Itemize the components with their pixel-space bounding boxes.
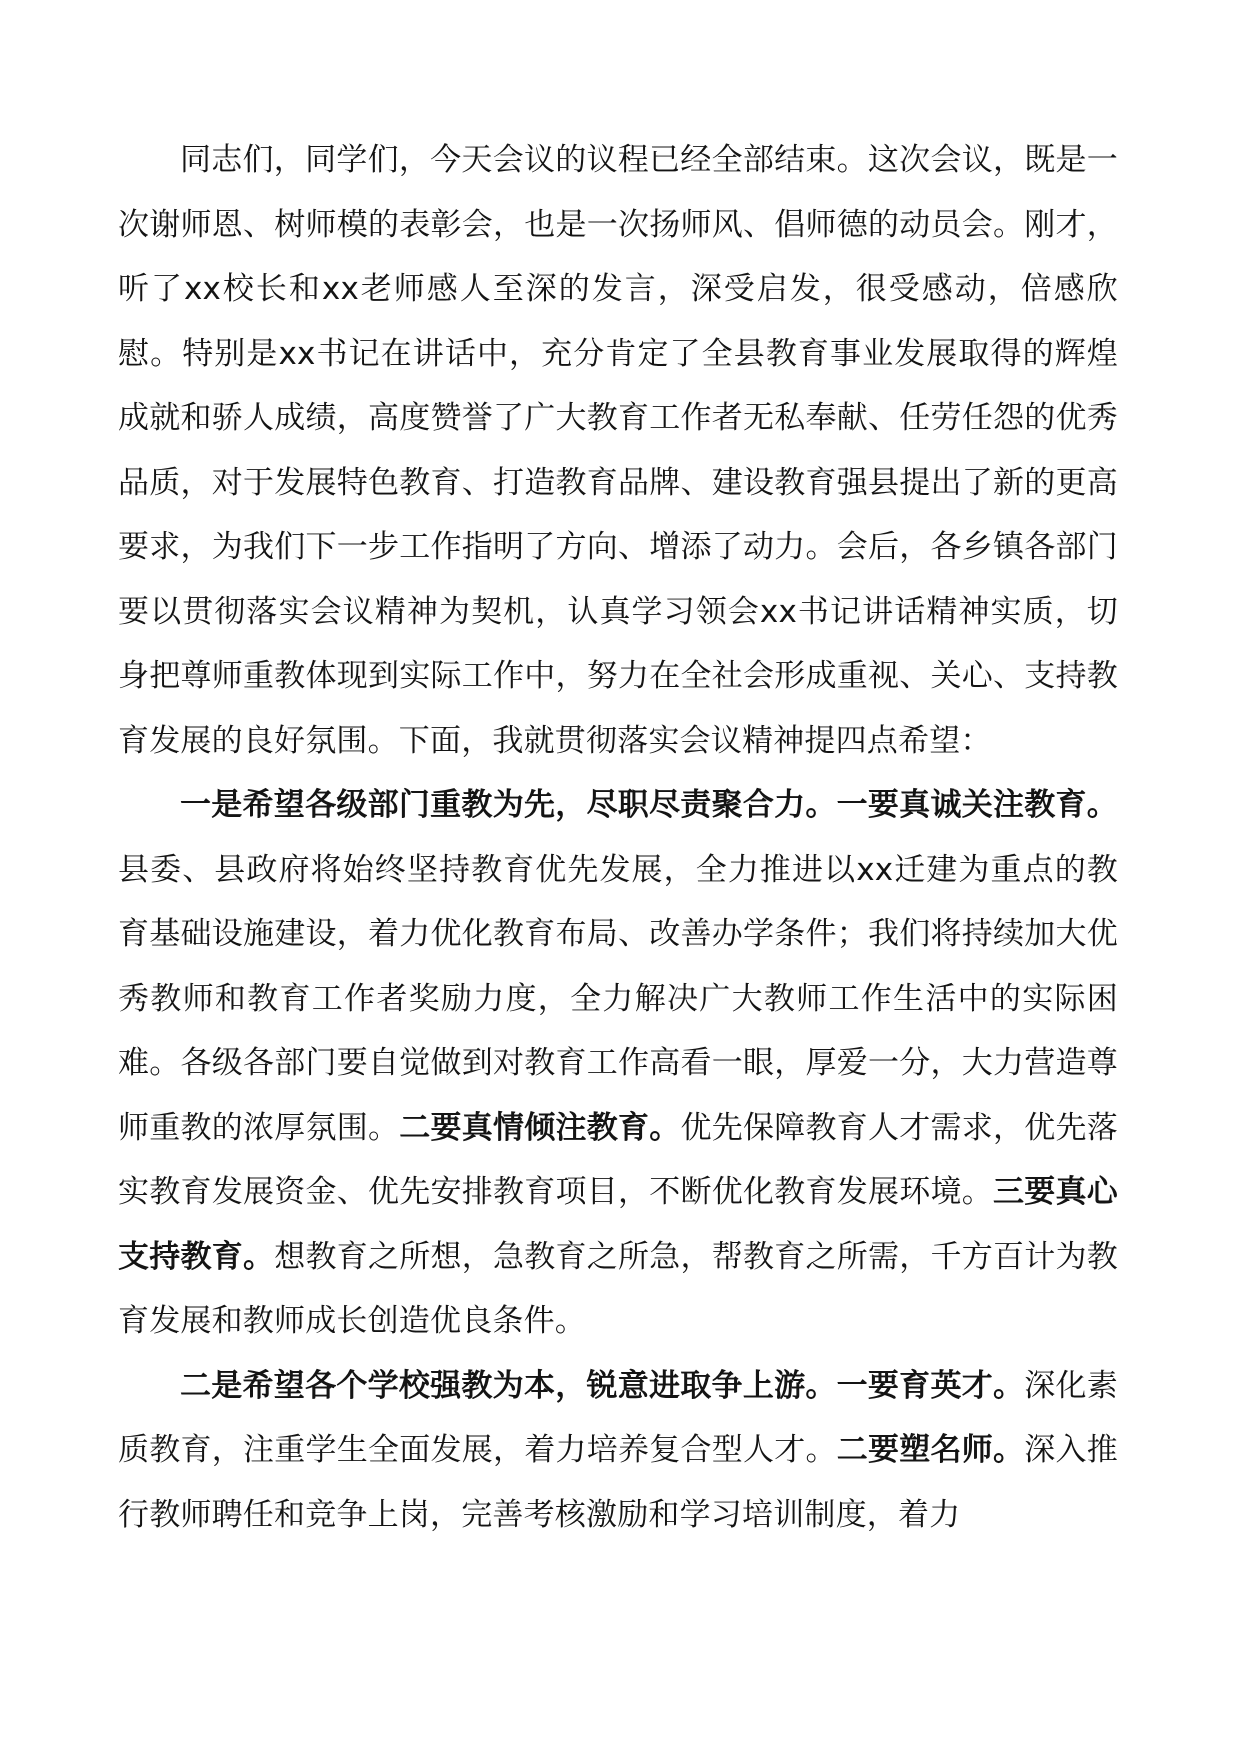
paragraph-point-one bbox=[118, 773, 1118, 1354]
point-two-heading: 二是希望各个学校强教为本，锐意进取争上游。一要育英才。 bbox=[180, 1367, 1025, 1404]
paragraph-point-two bbox=[118, 1354, 1118, 1548]
point-two-subheading-2: 二要塑名师。 bbox=[836, 1432, 1025, 1468]
document-page bbox=[118, 128, 1118, 1547]
point-one-text-3: 想教育之所想，急教育之所急，帮教育之所需，千方百计为教育发展和教师成长创造优良条件。 bbox=[118, 1238, 1118, 1339]
paragraph-intro-text: 同志们，同学们，今天会议的议程已经全部结束。这次会议，既是一次谢师恩、树师模的表彰会，也是一次扬师风、倡师德的动员会。刚才，听了xx校长和xx老师感人至深的发言，深受启发，很受感动，倍感欣慰。特别是xx书记在讲话中，充分肯定了全县教育事业发展取得的辉煌成就和骄人成绩，高度赞誉了广大教育工作者无私奉献、任劳任怨的优秀品质，对于发展特色教育、打造教育品牌、建设教育强县提出了新的更高要求，为我们下一步工作指明了方向、增添了动力。会后，各乡镇各部门要以贯彻落实会议精神为契机，认真学习领会xx书记讲话精神实质，切身把尊师重教体现到实际工作中，努力在全社会形成重视、关心、支持教育发展的良好氛围。下面，我就贯彻落实会议精神提四点希望： bbox=[118, 142, 1118, 759]
paragraph-intro bbox=[118, 128, 1118, 773]
point-one-subheading-2: 二要真情倾注教育。 bbox=[399, 1109, 681, 1146]
point-one-text-1: 县委、县政府将始终坚持教育优先发展，全力推进以xx迁建为重点的教育基础设施建设，着力优化教育布局、改善办学条件；我们将持续加大优秀教师和教育工作者奖励力度，全力解决广大教师工作生活中的实际困难。各级各部门要自觉做到对教育工作高看一眼，厚爱一分，大力营造尊师重教的浓厚氛围。 bbox=[118, 851, 1118, 1146]
point-one-text-2: 优先保障教育人才需求，优先落实教育发展资金、优先安排教育项目，不断优化教育发展环境。 bbox=[118, 1109, 1118, 1210]
point-one-heading: 一是希望各级部门重教为先，尽职尽责聚合力。一要真诚关注教育。 bbox=[180, 787, 1118, 823]
point-two-text-2: 深入推行教师聘任和竞争上岗，完善考核激励和学习培训制度，着力 bbox=[118, 1432, 1118, 1533]
point-two-text-1: 深化素质教育，注重学生全面发展，着力培养复合型人才。 bbox=[118, 1367, 1118, 1468]
point-one-subheading-3: 三要真心支持教育。 bbox=[118, 1174, 1118, 1275]
